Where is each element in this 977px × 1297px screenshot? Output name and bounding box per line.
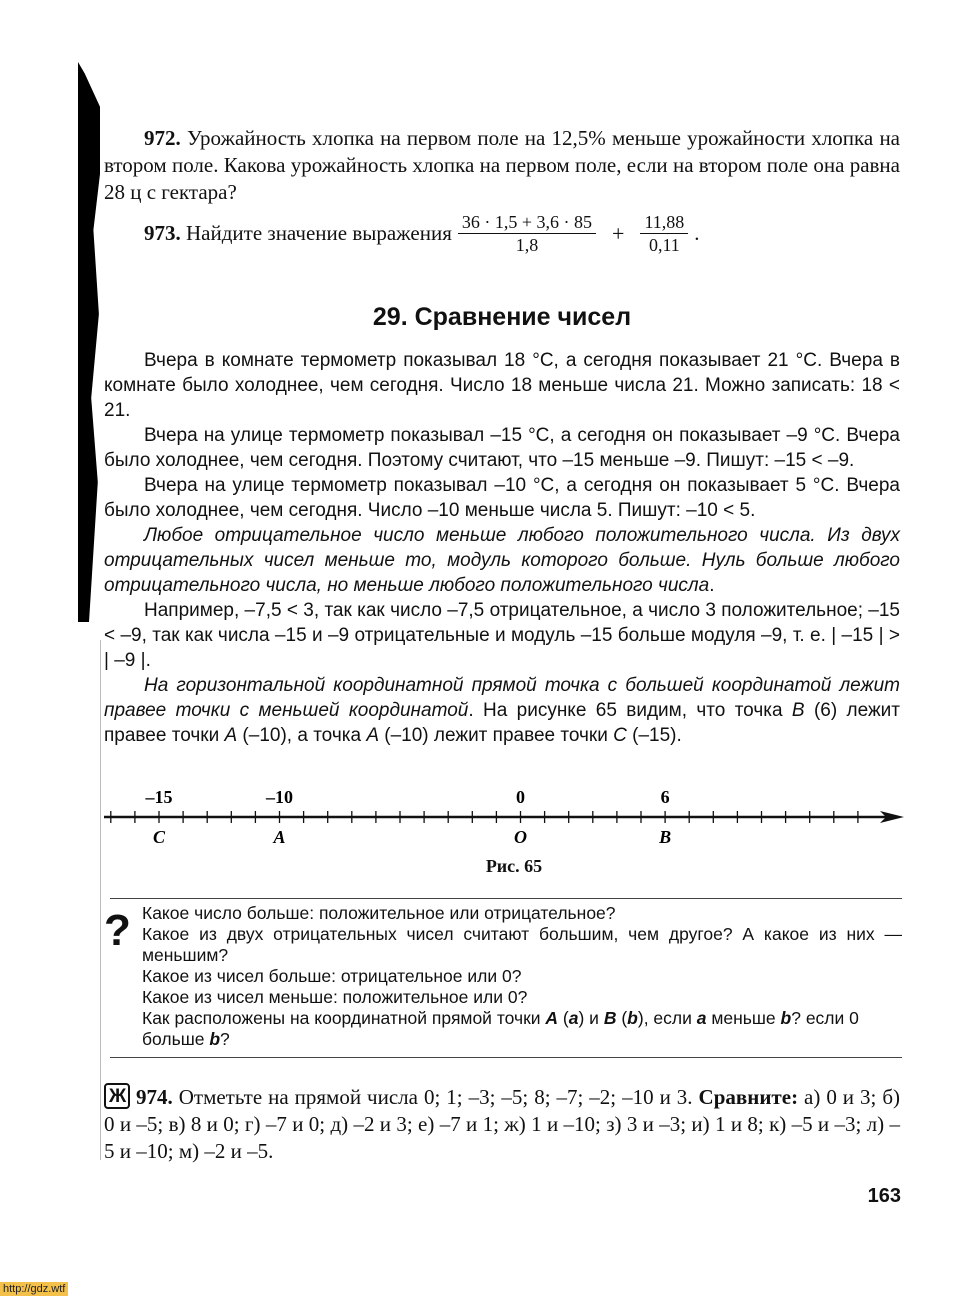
question-mark-icon: ?	[104, 906, 131, 955]
question-var: b	[627, 1008, 638, 1028]
point-a-label: A	[366, 725, 379, 746]
paragraph-5	[104, 673, 900, 748]
paragraph-1: Вчера в комнате термометр показывал 18 °С, а сегодня показывает 21 °С. Вчера в комнате было холоднее, чем сегодня. Число 18 меньше числа 21. Можно записать: 18 < 21.	[104, 350, 900, 421]
point-label: C	[152, 827, 166, 847]
problem-973-text: Найдите значение выражения	[186, 221, 452, 245]
question-var: a	[568, 1008, 579, 1028]
question-item: Какое из двух отрицательных чисел считают большим, чем другое? А какое из них — меньшим?	[142, 924, 902, 965]
fraction-1	[458, 212, 596, 255]
problem-974-compare: Сравните:	[698, 1085, 799, 1109]
problem-972-number: 972.	[144, 126, 181, 150]
page-number: 163	[867, 1185, 901, 1207]
rule-1-text: Любое отрицательное число меньше любого положительного числа. Из двух отрицательных чисел меньше то, модуль которого больше. Нуль больше любого отрицательного числа, но меньше любого положительного числа	[104, 525, 900, 596]
point-a-label: A	[224, 725, 238, 746]
questions-list	[142, 903, 902, 1050]
question-var: b	[780, 1008, 792, 1028]
problem-972-text: Урожайность хлопка на первом поле на 12,5% меньше урожайности хлопка на втором поле. Какова урожайность хлопка на первом поле, если на втором поле она равна 28 ц с гектара?	[104, 126, 900, 204]
point-c-label: C	[613, 725, 627, 746]
question-point: A	[545, 1008, 559, 1028]
question-part: меньше	[706, 1008, 781, 1028]
number-line-figure	[104, 785, 904, 855]
question-part: и	[584, 1008, 604, 1028]
fraction-2-numerator: 11,88	[640, 212, 688, 234]
section-heading: 29. Сравнение чисел	[372, 303, 632, 331]
rule-2-text: На горизонтальной координатной прямой точка с большей координатой лежит правее точки с меньшей координатой	[104, 675, 900, 721]
question-var: b	[209, 1029, 221, 1049]
problem-973-number: 973.	[144, 221, 181, 245]
problem-974-text: Отметьте на прямой числа 0; 1; –3; –5; 8; –7; –2; –10 и 3.	[178, 1085, 693, 1109]
page-spine-shadow	[78, 62, 100, 622]
rule-1	[104, 523, 900, 598]
paragraph-2: Вчера на улице термометр показывал –15 °С, а сегодня он показывает –9 °С. Вчера было холоднее, чем сегодня. Поэтому считают, что –15 меньше –9. Пишут: –15 < –9.	[104, 425, 900, 471]
question-point: B	[603, 1008, 617, 1028]
question-part: ? если 0 больше	[142, 1008, 859, 1049]
rule-1-end: .	[709, 575, 715, 596]
question-item: Какое из чисел больше: отрицательное или 0?	[142, 966, 522, 986]
point-label: O	[514, 827, 527, 847]
margin-line	[100, 640, 101, 1160]
point-label: A	[273, 827, 286, 847]
fraction-1-denominator: 1,8	[515, 235, 539, 255]
watermark: http://gdz.wtf	[0, 1282, 68, 1296]
problem-972	[104, 125, 900, 206]
tick-label: –15	[145, 787, 173, 807]
paragraph-4: Например, –7,5 < 3, так как число –7,5 отрицательное, а число 3 положительное; –15 < –9, так как числа –15 и –9 отрицательные и модуль –15 больше модуля –9, т. е. | –15 | > | –9 |.	[104, 600, 900, 671]
fraction-1-numerator: 36 · 1,5 + 3,6 · 85	[458, 212, 596, 234]
question-item: Какое из чисел меньше: положительное или 0?	[142, 987, 528, 1007]
paragraph-5-part: (–15).	[626, 725, 682, 746]
problem-973	[144, 212, 844, 255]
questions-box	[104, 898, 902, 1058]
paragraph-3: Вчера на улице термометр показывал –10 °С, а сегодня он показывает 5 °С. Вчера было холоднее, чем сегодня. Число –10 меньше числа 5. Пишут: –10 < 5.	[104, 475, 900, 521]
question-item: Как расположены на координатной прямой точки A (a) и B (b), если a меньше b? если 0 больше b?	[142, 1008, 859, 1049]
problem-973-end: .	[694, 221, 700, 245]
problem-974	[104, 1083, 900, 1165]
question-var: a	[696, 1008, 707, 1028]
fraction-2	[640, 212, 688, 255]
notebook-icon	[104, 1083, 130, 1109]
tick-label: 0	[516, 787, 525, 807]
paragraph-5-part: (–10), а точка	[237, 725, 367, 746]
paragraph-5-part: . На рисунке 65 видим, что точка	[468, 700, 792, 721]
problem-974-items: а) 0 и 3; б) 0 и –5; в) 8 и 0; г) –7 и 0; д) –2 и 3; е) –7 и 1; ж) 1 и –10; з) 3 и –3; и) 1 и 8; к) –5 и –3; л) –5 и –10; м) –2 и –5.	[104, 1085, 901, 1163]
question-part: ?	[220, 1029, 230, 1049]
tick-label: –10	[266, 787, 293, 807]
point-b-label: B	[791, 700, 805, 721]
figure-caption: Рис. 65	[485, 856, 543, 876]
question-part: , если	[643, 1008, 697, 1028]
question-item: Какое число больше: положительное или отрицательное?	[142, 903, 616, 923]
fraction-2-denominator: 0,11	[648, 235, 680, 255]
paragraph-5-part: (–10) лежит правее точки	[379, 725, 614, 746]
plus-sign: +	[612, 221, 625, 246]
paragraph-5-part: (6) лежит правее точки	[104, 700, 900, 746]
question-part: Как расположены на координатной прямой точки	[142, 1008, 546, 1028]
tick-label: 6	[660, 787, 670, 807]
section-body	[104, 348, 900, 748]
point-label: B	[659, 827, 672, 847]
problem-974-number: 974.	[136, 1085, 173, 1109]
